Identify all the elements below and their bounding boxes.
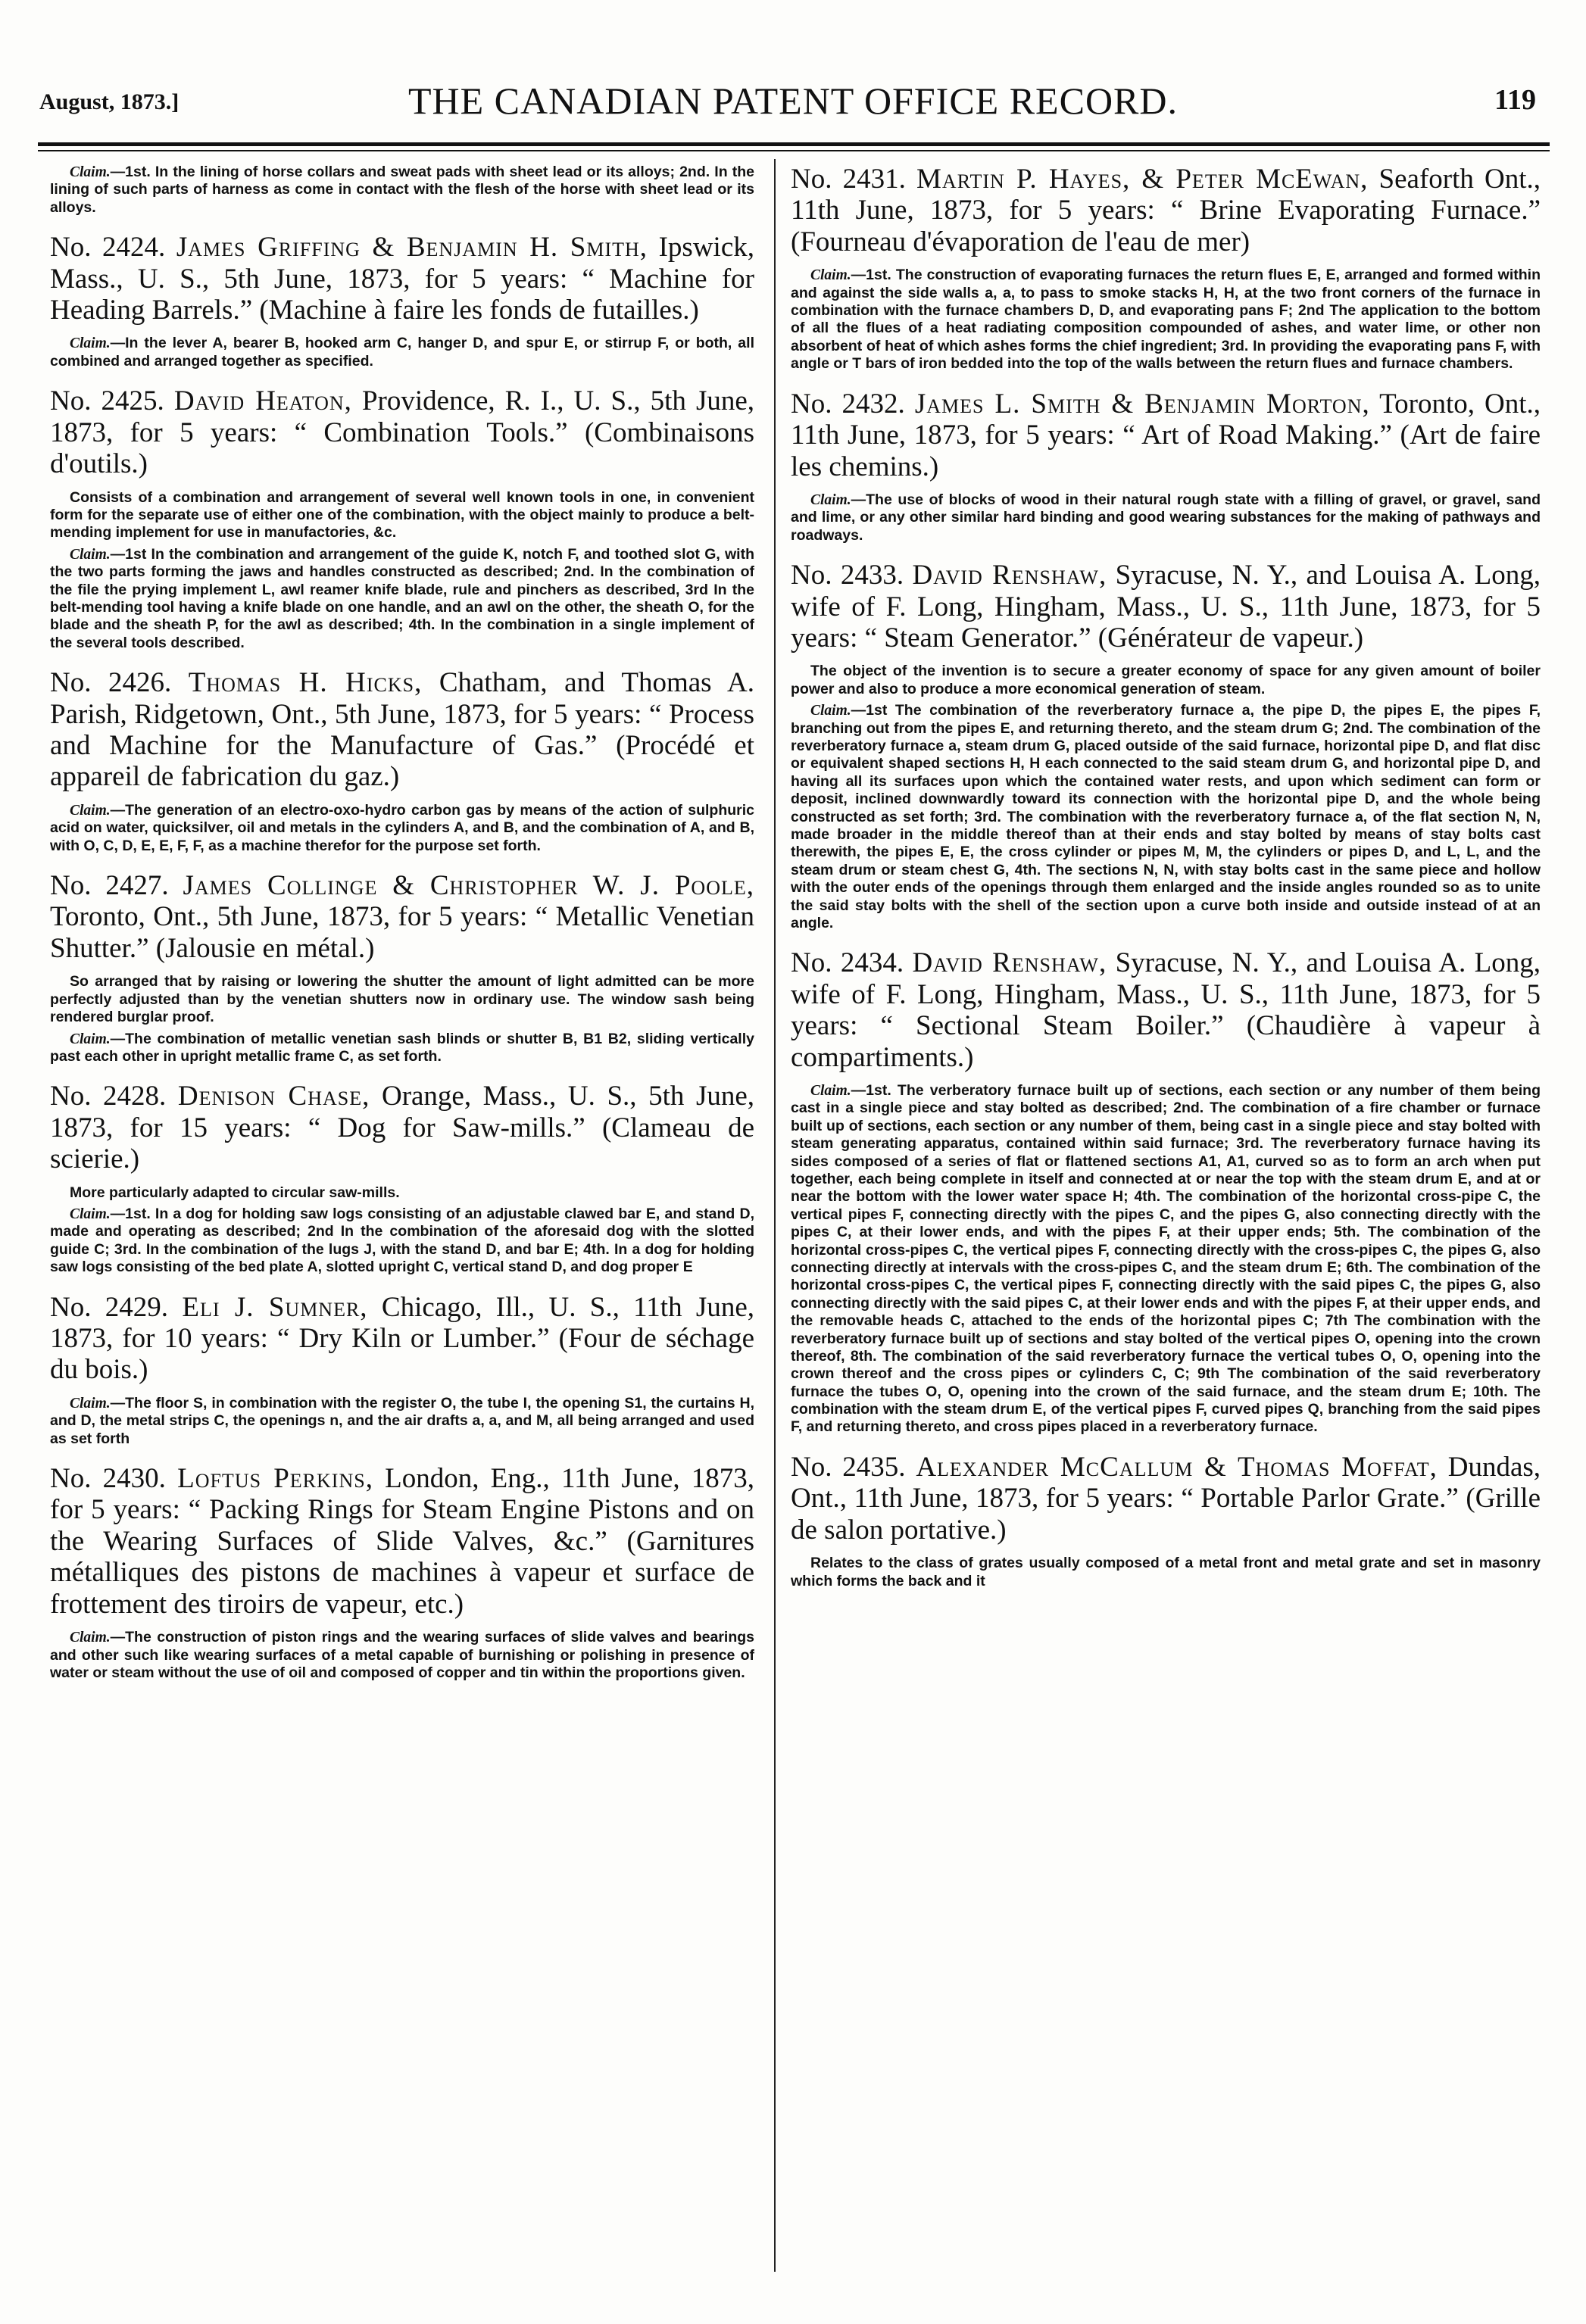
patent-heading — [50, 1081, 754, 1174]
claim-paragraph — [50, 1206, 754, 1277]
patent-number: No. 2435. — [791, 1451, 906, 1483]
patent-heading — [50, 232, 754, 326]
patent-number: No. 2433. — [791, 560, 904, 591]
patentee-names: Thomas H. Hicks, — [188, 667, 423, 699]
patent-entry — [50, 1463, 754, 1682]
patent-details: Seaforth Ont., 11th June, 1873, for 5 years: “ Brine Evaporating Furnace.” (Fourneau d'évaporation de l'eau de mer) — [791, 164, 1541, 257]
claim-paragraph — [50, 1395, 754, 1448]
patentee-names: David Heaton, — [173, 385, 352, 417]
patent-entry — [50, 667, 754, 855]
patentee-names: Martin P. Hayes, & Peter McEwan, — [916, 164, 1369, 195]
page-number: 119 — [1494, 84, 1536, 116]
patentee-names: James L. Smith & Benjamin Morton, — [914, 388, 1370, 420]
patent-details: Toronto, Ont., 5th June, 1873, for 5 years: “ Metallic Venetian Shutter.” (Jalousie en métal.) — [50, 901, 754, 964]
paragraph-text: —The use of blocks of wood in their natural rough state with a filling of gravel, or gravel, sand and lime, or any other similar hard binding and good wearing substances for the making of pathways and roadways. — [791, 491, 1541, 544]
patent-number: No. 2426. — [50, 667, 172, 699]
patent-number: No. 2427. — [50, 870, 169, 902]
paragraph-text: —The generation of an electro-oxo-hydro carbon gas by means of the action of sulphuric acid on water, quicksilver, oil and metals in the cylinders A, and B, and the combination of A, and B, with O, C, D, E, E, F, F, as a machine therefor for the purpose set forth. — [50, 801, 754, 854]
patent-heading — [791, 1452, 1541, 1546]
patent-entry — [50, 1292, 754, 1448]
patent-number: No. 2430. — [50, 1463, 166, 1495]
patent-details: Dundas, Ont., 11th June, 1873, for 5 years: “ Portable Parlor Grate.” (Grille de salon portative.) — [791, 1451, 1541, 1546]
patent-entry — [50, 870, 754, 1065]
paragraph-text: —1st In the combination and arrangement of the guide K, notch F, and toothed slot G, with the two parts forming the jaws and handles constructed as described; 2nd. In the combination of the file the prying implement L, awl reamer knife blade, rule and pinchers as described, 3rd In the belt-mending tool having a knife blade on one handle, and an awl on the other, the sheath O, for the blade and the sheath P, for the awl as described; 4th. In the combination in a single implement of the several tools described. — [50, 545, 754, 651]
column-divider — [774, 159, 776, 2272]
paragraph-text: —1st. The verberatory furnace built up of sections, each section or any number of them being cast in a single piece and stay bolted as described; 2nd. The combination of a fire chamber or furnace built up of sections, each section or any number of them, being cast in a single piece and stay bolted with steam generating apparatus, contained within said furnace; 3rd. The reverberatory furnace having its sides composed of a series of flat or flattened sections A1, A1, curved so as to form an arch when put together, each being complete in itself and connected at or near the top with the steam drum E, and at or near the bottom with the lower water space H; 4th. The combination of the horizontal cross-pipe C, the vertical pipes F, connecting directly with the pipes C, and the pipes G, also connecting directly with the pipes C, at their lower ends, and with the pipes F, at their upper ends; 5th. The combination of the horizontal cross-pipes C, the vertical pipes F, connecting directly with the cross-pipes C, the pipes G, also connecting directly at intervals with the cross-pipes C, and the steam drum E; 6th. The combination of the horizontal cross-pipes C, the vertical pipes F, connecting directly with the said pipes C, the pipes G, also connecting directly with the said pipes C, at their lower ends and with the pipes F, at their upper ends, and the removable heads C, attached to the ends of the horizontal pipes C; 7th The combination with the reverberatory furnace built up of sections and stay bolted of the vertical pipes O, opening into the crown thereof, 8th. The combination of the said reverberatory furnace the vertical tubes O, O, opening into the crown thereof and the cross pipes or cylinders C, C; 9th The combination of the said reverberatory furnace the tubes O, O, opening into the crown of the said furnace, and the steam drum E; 10th. The combination with the steam drum E, of the vertical pipes F, curved pipes Q, branching from the said pipes F, and returning thereto, and cross pipes placed in a reverberatory furnace. — [791, 1082, 1541, 1436]
description-paragraph — [791, 663, 1541, 698]
description-paragraph — [50, 973, 754, 1026]
claim-paragraph — [50, 546, 754, 652]
claim-paragraph — [50, 1629, 754, 1682]
claim-label: Claim. — [70, 1206, 111, 1222]
patent-details: London, Eng., 11th June, 1873, for 5 years: “ Packing Rings for Steam Engine Pistons and on the Wearing Surfaces of Slide Valves, &c.” (Garnitures métalliques des pistons de machines à vapeur et surface de frottement des tiroirs de vapeur, etc.) — [50, 1463, 754, 1620]
patent-number: No. 2424. — [50, 232, 166, 264]
header-rule-thin — [38, 150, 1550, 151]
claim-label: Claim. — [70, 335, 111, 352]
issue-date: August, 1873.] — [39, 89, 180, 114]
claim-label: Claim. — [70, 802, 111, 819]
claim-label: Claim. — [70, 1630, 111, 1646]
patent-details: Providence, R. I., U. S., 5th June, 1873, for 5 years: “ Combination Tools.” (Combinaisons d'outils.) — [50, 385, 754, 480]
patentee-names: James Collinge & Christopher W. J. Poole, — [183, 870, 754, 902]
patent-details: Toronto, Ont., 11th June, 1873, for 5 years: “ Art of Road Making.” (Art de faire les chemins.) — [791, 388, 1541, 482]
patent-number: No. 2428. — [50, 1081, 167, 1112]
patentee-names: James Griffing & Benjamin H. Smith, — [176, 232, 648, 264]
paragraph-text: The object of the invention is to secure a greater economy of space for any given amount of boiler power and also to produce a more economical generation of steam. — [791, 663, 1541, 697]
patentee-names: Eli J. Sumner, — [182, 1291, 368, 1323]
page-header — [39, 79, 1547, 132]
patent-entry — [50, 232, 754, 370]
patent-heading — [50, 1463, 754, 1620]
claim-paragraph — [50, 335, 754, 370]
paragraph-text: More particularly adapted to circular saw-mills. — [70, 1184, 400, 1201]
patent-entry — [50, 385, 754, 652]
patent-details: Chatham, and Thomas A. Parish, Ridgetown, Ont., 5th June, 1873, for 5 years: “ Process and Machine for the Manufacture of Gas.” (Procédé et appareil de fabrication du gaz.) — [50, 667, 754, 793]
claim-paragraph — [791, 1082, 1541, 1437]
claim-label: Claim. — [810, 703, 851, 719]
patent-entry — [50, 1081, 754, 1276]
header-rule — [38, 142, 1550, 146]
claim-paragraph — [50, 164, 754, 217]
patentee-names: Loftus Perkins, — [177, 1463, 373, 1495]
patent-details: Syracuse, N. Y., and Louisa A. Long, wife of F. Long, Hingham, Mass., U. S., 11th June, 1873, for 5 years: “ Sectional Steam Boiler.” (Chaudière à vapeur à compartiments.) — [791, 947, 1541, 1073]
description-paragraph — [50, 1184, 754, 1202]
patent-details: Chicago, Ill., U. S., 11th June, 1873, for 10 years: “ Dry Kiln or Lumber.” (Four de séchage du bois.) — [50, 1291, 754, 1386]
patent-heading — [791, 388, 1541, 482]
claim-paragraph — [50, 802, 754, 855]
paragraph-text: —1st. The construction of evaporating furnaces the return flues E, E, arranged and formed within and against the side walls a, a, to pass to smoke stacks H, H, at the two front corners of the furnace in combination with the furnace chambers D, D, and evaporating pans F; 2nd The application to the bottom of all the flues of a heat radiating composition compounded of ashes, and water lime, or other non absorbent of heat of which ashes forms the chief ingredient; 3rd. In providing the evaporating pans F, with angle or T bars of iron bedded into the top of the walls between the return flues and furnace chambers. — [791, 267, 1541, 373]
claim-label: Claim. — [70, 546, 111, 563]
paragraph-text: —1st. In the lining of horse collars and sweat pads with sheet lead or its alloys; 2nd. In the lining of such parts of harness as come in contact with the flesh of the horse with sheet lead or its alloys. — [50, 164, 754, 216]
patent-entry — [791, 1452, 1541, 1590]
claim-label: Claim. — [810, 1083, 851, 1100]
claim-label: Claim. — [70, 1031, 111, 1047]
claim-paragraph — [791, 702, 1541, 932]
patent-heading — [791, 947, 1541, 1073]
paragraph-text: Relates to the class of grates usually composed of a metal front and metal grate and set in masonry which forms the back and it — [791, 1555, 1541, 1589]
patent-heading — [791, 164, 1541, 257]
claim-paragraph — [50, 1031, 754, 1066]
paragraph-text: —1st The combination of the reverberatory furnace a, the pipe D, the pipes E, the pipes F, branching out from the pipes E, and returning thereto, and the steam drum G; 2nd. The combination of the reverberatory furnace a, steam drum G, placed outside of the said furnace, horizontal pipe D, and flat disc or equivalent shaped sections H, H each connected to the said steam drum G, and horizontal pipe D, and having all its surfaces upon which the contained water rests, and upon which sediment can form or deposit, inclined downwardly toward its connection with the horizontal pipe D, and the whole being constructed as set forth; 3rd. The combination with the reverberatory furnace a, of the flat section N, N, made broader in the middle thereof than at their ends and stay bolted by means of stay bolts cast therewith, the pipes E, E, the cross cylinder or pipes M, M, the cylinders or pipes D, and L, L, and the steam drum or steam chest G, 4th. The sections N, N, with stay bolts cast in the same piece and hollow with the outer ends of the openings through them enlarged and the inside angles rounded so as to unite the said stay bolts with the shell of the section upon a curve both inside and outside instead of at an angle. — [791, 702, 1541, 931]
patent-heading — [50, 870, 754, 964]
right-column — [791, 164, 1541, 2276]
patent-entry — [791, 947, 1541, 1437]
patent-heading — [50, 385, 754, 479]
claim-label: Claim. — [810, 491, 851, 508]
description-paragraph — [50, 489, 754, 542]
patentee-names: David Renshaw, — [912, 560, 1107, 591]
paragraph-text: So arranged that by raising or lowering the shutter the amount of light admitted can be more perfectly adjusted than by the venetian shutters now in ordinary use. The window sash being rendered burglar proof. — [50, 973, 754, 1026]
patent-heading — [791, 560, 1541, 654]
patent-entry — [791, 560, 1541, 932]
left-column — [50, 164, 754, 2276]
paragraph-text: —In the lever A, bearer B, hooked arm C, hanger D, and spur E, or stirrup F, or both, all combined and arranged together as specified. — [50, 335, 754, 370]
patentee-names: Alexander McCallum & Thomas Moffat, — [916, 1451, 1438, 1483]
patent-number: No. 2431. — [791, 164, 906, 195]
paragraph-text: —1st. In a dog for holding saw logs consisting of an adjustable clawed bar E, and stand D, made and operating as described; 2nd In the combination of the aforesaid dog with the slotted guide C; 3rd. In the combination of the lugs J, with the stand D, and bar E; 4th. In a dog for holding saw logs consisting of the bed plate A, slotted upright C, vertical stand D, and dog proper E — [50, 1205, 754, 1276]
patent-heading — [50, 667, 754, 793]
claim-label: Claim. — [70, 1395, 111, 1412]
patent-heading — [50, 1292, 754, 1386]
patent-number: No. 2432. — [791, 388, 905, 420]
paragraph-text: Consists of a combination and arrangement of several well known tools in one, in convenient form for the separate use of either one of the combination, with the object mainly to produce a belt-mending implement for use in manufactories, &c. — [50, 488, 754, 541]
patent-details: Orange, Mass., U. S., 5th June, 1873, for 15 years: “ Dog for Saw-mills.” (Clameau de scierie.) — [50, 1081, 754, 1175]
paragraph-text: —The combination of metallic venetian sash blinds or shutter B, B1 B2, sliding vertically past each other in upright metallic frame C, as set forth. — [50, 1030, 754, 1065]
claim-label: Claim. — [810, 267, 851, 284]
patent-entry — [50, 164, 754, 217]
patent-number: No. 2429. — [50, 1291, 169, 1323]
paragraph-text: —The floor S, in combination with the register O, the tube I, the opening S1, the curtains H, and D, the metal strips C, the openings n, and the air drafts a, a, and M, all being arranged and used as set forth — [50, 1394, 754, 1447]
patent-details: Ipswick, Mass., U. S., 5th June, 1873, for 5 years: “ Machine for Heading Barrels.” (Machine à faire les fonds de futailles.) — [50, 232, 754, 326]
patent-details: Syracuse, N. Y., and Louisa A. Long, wife of F. Long, Hingham, Mass., U. S., 11th June, 1873, for 5 years: “ Steam Generator.” (Générateur de vapeur.) — [791, 560, 1541, 654]
claim-paragraph — [791, 491, 1541, 544]
paragraph-text: —The construction of piston rings and the wearing surfaces of slide valves and bearings and other such like wearing surfaces of a metal capable of burnishing or polishing in presence of water or steam without the use of oil and composed of copper and tin within the proportions given. — [50, 1629, 754, 1681]
publication-title: THE CANADIAN PATENT OFFICE RECORD. — [407, 80, 1179, 122]
patentee-names: David Renshaw, — [912, 947, 1107, 979]
claim-paragraph — [791, 267, 1541, 373]
patent-entry — [791, 388, 1541, 544]
claim-label: Claim. — [70, 164, 111, 180]
patent-entry — [791, 164, 1541, 373]
patentee-names: Denison Chase, — [177, 1081, 370, 1112]
patent-number: No. 2434. — [791, 947, 904, 979]
patent-number: No. 2425. — [50, 385, 164, 417]
description-paragraph — [791, 1555, 1541, 1590]
